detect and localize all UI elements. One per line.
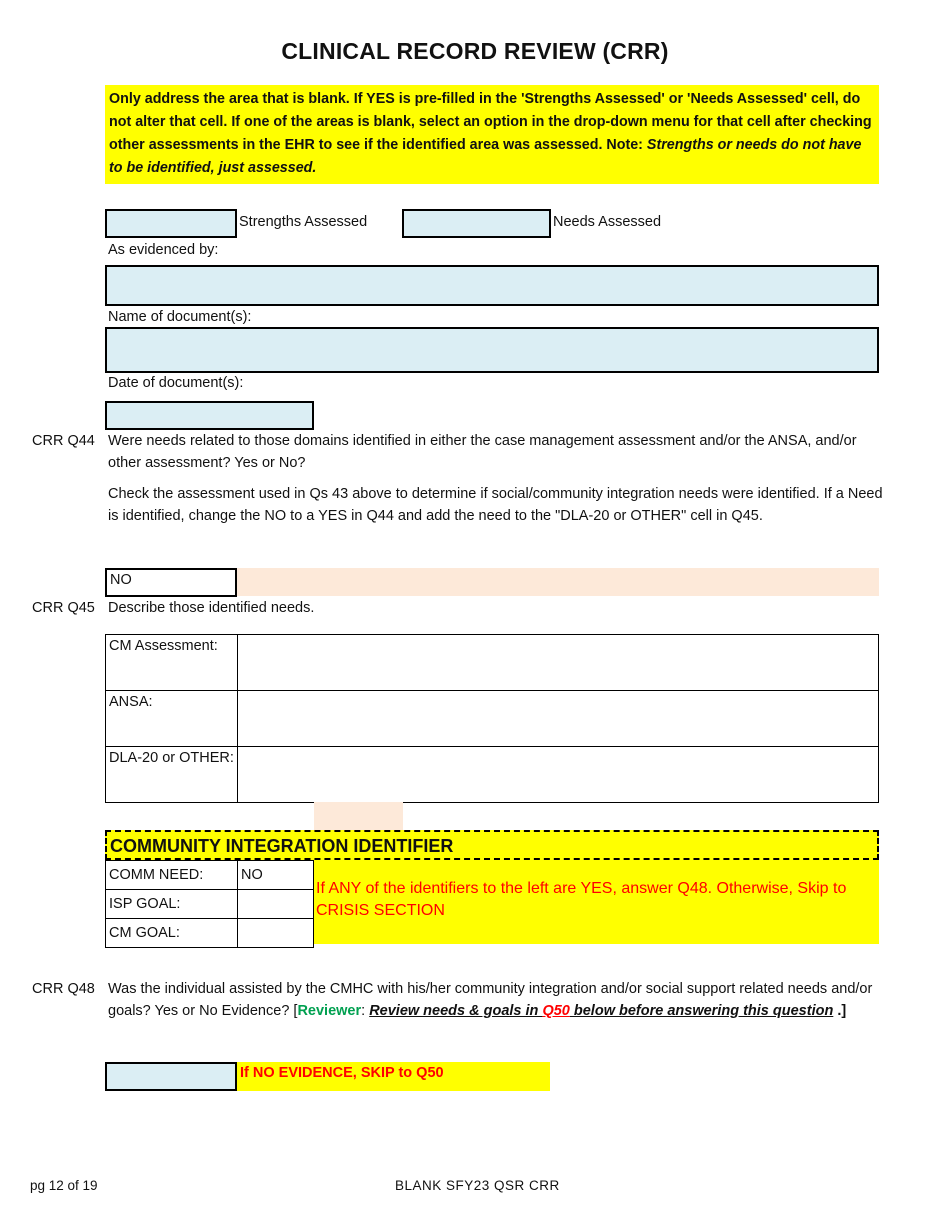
table-row (106, 861, 314, 890)
q44-note: Check the assessment used in Qs 43 above to determine if social/community integration needs were identified. If a Need is identified, change the NO to a YES in Q44 and add the need to the "DLA-20 or OTHER" cell in Q45. (108, 486, 883, 524)
document-date-label: Date of document(s): (108, 375, 244, 391)
dla20-other-label: DLA-20 or OTHER: (106, 747, 238, 803)
community-integration-note: If ANY of the identifiers to the left are YES, answer Q48. Otherwise, Skip to CRISIS SECTION (314, 860, 879, 944)
q44-number: CRR Q44 (32, 433, 95, 449)
q48-tail: .] (833, 1003, 847, 1019)
shaded-cell (314, 802, 403, 830)
q48-number: CRR Q48 (32, 981, 95, 997)
q45-question: Describe those identified needs. (108, 600, 315, 616)
q45-number: CRR Q45 (32, 600, 95, 616)
needs-assessed-dropdown[interactable] (402, 209, 551, 238)
q44-answer-row-shade (237, 568, 879, 596)
table-row (106, 691, 879, 747)
q44-answer-dropdown[interactable]: NO (105, 568, 237, 597)
q48-reviewer-label: Reviewer (297, 1003, 362, 1019)
q48-review-instruction-b: below before answering this question (569, 1003, 834, 1019)
community-integration-header: COMMUNITY INTEGRATION IDENTIFIER (105, 830, 879, 860)
table-row (106, 747, 879, 803)
q48-question: Was the individual assisted by the CMHC with his/her community integration and/or social support related needs and/or goals? Yes or No Evidence? [ (108, 981, 873, 1019)
community-integration-table (105, 860, 314, 948)
table-row (106, 635, 879, 691)
page-number: pg 12 of 19 (30, 1178, 98, 1193)
document-name-label: Name of document(s): (108, 309, 252, 325)
isp-goal-value (238, 890, 314, 919)
cm-goal-value (238, 919, 314, 948)
comm-need-label: COMM NEED: (106, 861, 238, 890)
document-name-field[interactable] (105, 327, 879, 373)
cm-assessment-field[interactable] (238, 635, 879, 691)
q44-question: Were needs related to those domains identified in either the case management assessment and/or the ANSA, and/or other assessment? Yes or No? (108, 433, 857, 471)
document-date-field[interactable] (105, 401, 314, 430)
page-title: CLINICAL RECORD REVIEW (CRR) (281, 38, 669, 64)
evidenced-by-label: As evidenced by: (108, 242, 219, 258)
strengths-assessed-label: Strengths Assessed (239, 214, 368, 230)
table-row (106, 919, 314, 948)
document-id: BLANK SFY23 QSR CRR (395, 1178, 560, 1193)
cm-goal-label: CM GOAL: (106, 919, 238, 948)
q48-colon: : (361, 1003, 370, 1019)
strengths-assessed-dropdown[interactable] (105, 209, 237, 238)
dla20-other-field[interactable] (238, 747, 879, 803)
evidenced-by-field[interactable] (105, 265, 879, 306)
q48-answer-dropdown[interactable] (105, 1062, 237, 1091)
table-row (106, 890, 314, 919)
isp-goal-label: ISP GOAL: (106, 890, 238, 919)
q48-question-block (108, 978, 880, 1022)
comm-need-value: NO (238, 861, 314, 890)
q48-skip-note: If NO EVIDENCE, SKIP to Q50 (237, 1062, 550, 1091)
instructions-box (105, 85, 879, 184)
cm-assessment-label: CM Assessment: (106, 635, 238, 691)
ansa-label: ANSA: (106, 691, 238, 747)
ansa-field[interactable] (238, 691, 879, 747)
q48-q50-reference: Q50 (542, 1003, 570, 1019)
needs-assessed-label: Needs Assessed (553, 214, 662, 230)
instructions-note: Strengths or needs do not have to be identified, just assessed. (109, 137, 862, 176)
instructions-text: Only address the area that is blank. If YES is pre-filled in the 'Strengths Assessed' or 'Needs Assessed' cell, do not alter that cell. If one of the areas is blank, select an option in the drop-down menu for that cell after checking other assessments in the EHR to see if the identified area was assessed. Note: (109, 91, 872, 153)
q45-needs-table (105, 634, 879, 803)
q48-review-instruction-a: Review needs & goals in (369, 1003, 543, 1019)
